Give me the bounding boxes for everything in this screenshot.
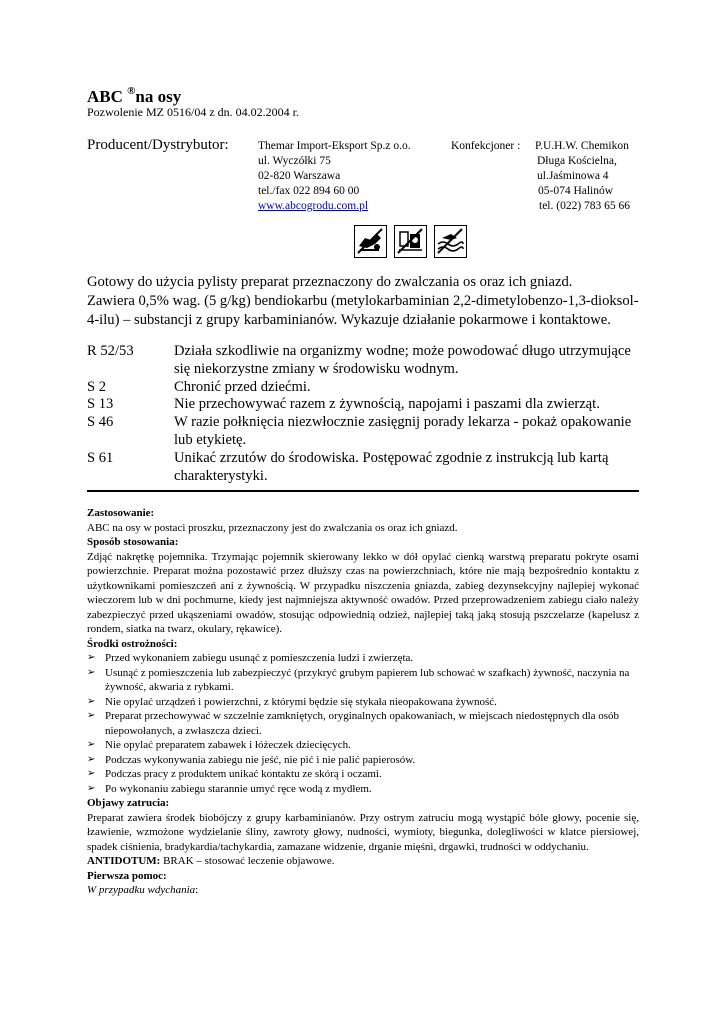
phrase-row: S 46 W razie połknięcia niezwłocznie zasięgnij porady lekarza - pokaż opakowanie lub etykietę.: [87, 414, 632, 448]
permit-number: Pozwolenie MZ 0516/04 z dn. 04.02.2004 r.: [87, 105, 299, 119]
producer-line: Themar Import-Eksport Sp.z o.o.: [258, 140, 411, 152]
packager-label: Konfekcjoner :: [451, 140, 521, 152]
list-item: ➢ Podczas pracy z produktem unikać kontaktu ze skórą i oczami.: [87, 768, 382, 780]
instructions-body: [87, 506, 639, 898]
phrase-row: S 61 Unikać zrzutów do środowiska. Postępować zgodnie z instrukcją lub kartą charakterystyki.: [87, 449, 609, 484]
first-aid-heading: Pierwsza pomoc:: [87, 869, 167, 882]
usage-text: ABC na osy w postaci proszku, przeznaczony jest do zwalczania os oraz ich gniazd.: [87, 521, 458, 534]
bullet-arrow-icon: ➢: [87, 710, 96, 721]
packager-line: Długa Kościelna,: [537, 155, 617, 167]
product-description: [87, 273, 647, 330]
producer-address: [258, 139, 411, 214]
risk-safety-phrases: [87, 343, 647, 485]
list-item: ➢ Nie opylać urządzeń i powierzchni, z którymi będzie się stykała nieopakowana żywność.: [87, 695, 497, 708]
producer-line: ul. Wyczółki 75: [258, 155, 331, 167]
bullet-arrow-icon: ➢: [87, 666, 96, 678]
list-item: ➢ Przed wykonaniem zabiegu usunąć z pomieszczenia ludzi i zwierzęta.: [87, 652, 414, 664]
bullet-arrow-icon: ➢: [87, 695, 96, 707]
do-not-store-with-food-icon: [394, 225, 427, 258]
precautions-heading: Środki ostrożności:: [87, 637, 178, 650]
no-pollution-icon: [434, 225, 467, 258]
section-divider: [87, 490, 639, 492]
list-item: ➢ Nie opylać preparatem zabawek i łóżeczek dziecięcych.: [87, 739, 351, 751]
usage-heading: Zastosowanie:: [87, 507, 155, 519]
intro-line: Zawiera 0,5% wag. (5 g/kg) bendiokarbu (metylokarbaminian 2,2-dimetylobenzo-1,3-dioksol-4-ilu) – substancji z grupy karbaminianów. Wykazuje działanie pokarmowe i kontaktowe.: [87, 293, 639, 328]
poisoning-heading: Objawy zatrucia:: [87, 797, 170, 809]
producer-line: 02-820 Warszawa: [258, 170, 341, 182]
phrase-row: S 13 Nie przechowywać razem z żywnością, napojami i paszami dla zwierząt.: [87, 396, 600, 413]
phrase-row: R 52/53 Działa szkodliwie na organizmy wodne; może powodować długo utrzymujące się niekorzystne zmiany w środowisku wodnym.: [87, 343, 631, 377]
packager-line: tel. (022) 783 65 66: [539, 200, 631, 212]
poisoning-text: Preparat zawiera środek biobójczy z grupy karbaminianów. Przy ostrym zatruciu mogą wystąpić bóle głowy, pocenie się, łzawienie, wzmożone wydzielanie śliny, zawroty głowy, nudności, wymioty, biegunka, dolegliwości w klatce piersiowej, spadek ciśnienia, bradykardia/tachykardia, zamazane widzenie, drganie mięśni, drgawki, trudności w oddychaniu.: [87, 811, 639, 853]
bullet-arrow-icon: ➢: [87, 768, 96, 779]
antidote-text: BRAK – stosować leczenie objawowe.: [160, 855, 335, 867]
producer-line: tel./fax 022 894 60 00: [258, 185, 360, 197]
list-item: ➢ Usunąć z pomieszczenia lub zabezpieczyć (przykryć grubym papierem lub schować w szafkach) żywność, naczynia na żywność, akwaria z rybkami.: [87, 666, 630, 693]
producer-label: Producent/Dystrybutor:: [87, 137, 229, 153]
list-item: ➢ Po wykonaniu zabiegu starannie umyć ręce wodą z mydłem.: [87, 782, 372, 795]
keep-away-from-children-icon: [354, 225, 387, 258]
bullet-arrow-icon: ➢: [87, 652, 96, 663]
packager-line: ul.Jaśminowa 4: [537, 170, 609, 182]
bullet-arrow-icon: ➢: [87, 753, 96, 765]
method-heading: Sposób stosowania:: [87, 536, 179, 548]
product-title: ABC ®na osy: [87, 85, 182, 106]
bullet-arrow-icon: ➢: [87, 739, 96, 750]
packager-line: 05-074 Halinów: [538, 185, 614, 197]
phrase-row: S 2 Chronić przed dziećmi.: [87, 378, 311, 395]
antidote-label: ANTIDOTUM:: [87, 855, 161, 867]
safety-pictograms: [354, 225, 467, 258]
intro-line: Gotowy do użycia pylisty preparat przeznaczony do zwalczania os oraz ich gniazd.: [87, 274, 573, 290]
website-link[interactable]: www.abcogrodu.com.pl: [258, 200, 369, 212]
packager-address: [535, 139, 630, 214]
method-text: Zdjąć nakrętkę pojemnika. Trzymając pojemnik skierowany lekko w dół opylać cienką warstwą preparatu pokryte osami powierzchnie. Preparat można pozostawić przez dłuższy czas na powierzchniach, które nie mają bezpośrednio kontaktu z użytkownikami pomieszczeń ani z żywnością. W przypadku niszczenia gniazda, zabieg dezynsekcyjny najlepiej wykonać wieczorem lub w dni pochmurne, kiedy jest najmniejsza aktywność owadów. Przed przeprowadzeniem zabiegu ciało należy zabezpieczyć przed ukąszeniami owadów, stosując odpowiednią odzież, najlepiej taką jaką stosują pszczelarze (kapelusz z rondem, siatka na twarz, okulary, rękawice).: [87, 550, 639, 635]
list-item: ➢ Preparat przechowywać w szczelnie zamkniętych, oryginalnych opakowaniach, w miejscach niedostępnych dla osób niepowołanych, a zwłaszcza dzieci.: [87, 710, 620, 737]
bullet-arrow-icon: ➢: [87, 782, 96, 794]
first-aid-subheading: W przypadku wdychania:: [87, 884, 199, 896]
antidote-line: [87, 854, 639, 869]
list-item: ➢ Podczas wykonywania zabiegu nie jeść, nie pić i nie palić papierosów.: [87, 753, 416, 766]
packager-line: P.U.H.W. Chemikon: [535, 140, 629, 152]
